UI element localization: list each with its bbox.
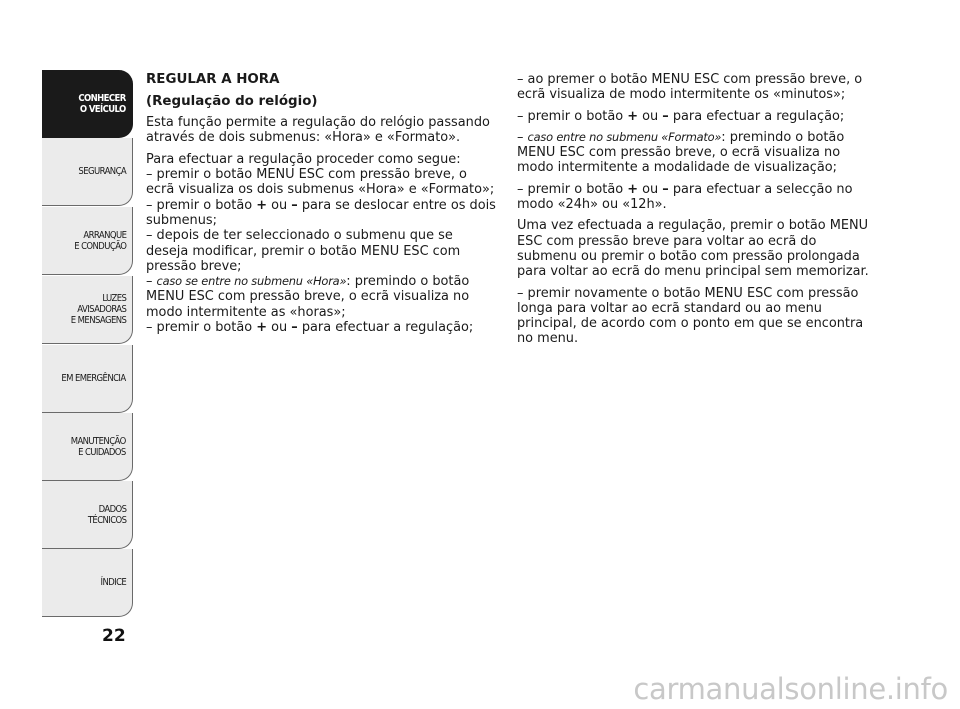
tab-arranque-e-conducao[interactable] (42, 207, 133, 275)
step-text: – premir o botão (146, 320, 257, 336)
section-subtitle: (Regulação do relógio) (146, 93, 318, 109)
step-text: – premir o botão (146, 197, 257, 213)
tab-em-emergencia[interactable] (42, 345, 133, 413)
step-navigate-submenus (146, 198, 498, 229)
step-return-standard: – premir novamente o botão MENU ESC com pressão longa para voltar ao ecrã standard ou ao menu principal, de acordo com o ponto em que se encontra no menu. (517, 285, 864, 347)
tab-seguranca[interactable] (42, 138, 133, 206)
section-title: REGULAR A HORA (146, 72, 280, 87)
step-text: para se deslocar entre os dois submenus; (146, 197, 496, 228)
step-emphasis: caso se entre no submenu «Hora» (156, 274, 347, 289)
step-minutes: – ao premer o botão MENU ESC com pressão breve, o ecrã visualiza de modo intermitente os «minutos»; (517, 72, 863, 103)
tab-luzes-avisadoras[interactable] (42, 276, 133, 344)
step-text: ou (638, 108, 663, 124)
tab-label: EM EMERGÊNCIA (61, 373, 126, 384)
step-menu-esc: – premir o botão MENU ESC com pressão breve, o ecrã visualiza os dois submenus «Hora» e «Formato»; (146, 167, 495, 198)
step-emphasis: caso entre no submenu «Formato» (527, 129, 722, 144)
tab-conhecer-o-veiculo[interactable] (42, 70, 133, 138)
step-submenu-formato (517, 130, 875, 176)
right-column (517, 72, 875, 353)
step-adjust-hour (146, 320, 498, 335)
tab-label: ARRANQUE E CONDUÇÃO (73, 229, 126, 252)
plus-symbol: + (627, 181, 639, 197)
step-text: – (146, 274, 157, 290)
step-submenu-hora (146, 274, 498, 320)
tab-indice[interactable] (42, 549, 133, 617)
tab-manutencao-e-cuidados[interactable] (42, 413, 133, 481)
page-number: 22 (102, 626, 126, 646)
step-adjust-minutes (517, 109, 875, 124)
step-select-submenu: – depois de ter seleccionado o submenu que se deseja modificar, premir o botão MENU ESC com pressão breve; (146, 228, 461, 274)
paragraph-intro: Esta função permite a regulação do relógio passando através de dois submenus: «Hora» e «Formato». (146, 115, 490, 146)
watermark: carmanualsonline.info (633, 672, 948, 706)
tab-label: ÍNDICE (100, 577, 126, 588)
step-text: – (517, 129, 528, 145)
plus-symbol: + (256, 197, 268, 213)
tab-label: MANUTENÇÃO E CUIDADOS (71, 435, 126, 458)
step-text: para efectuar a selecção no modo «24h» ou «12h». (517, 181, 853, 213)
minus-symbol: – (291, 197, 298, 213)
paragraph-procedure: Para efectuar a regulação proceder como segue: (146, 151, 461, 167)
minus-symbol: – (662, 181, 669, 197)
minus-symbol: – (291, 320, 298, 336)
step-text: – premir o botão (517, 108, 628, 124)
paragraph-after-regulation: Uma vez efectuada a regulação, premir o botão MENU ESC com pressão breve para voltar ao ecrã do submenu ou premir o botão com pressão prolongada para voltar ao ecrã do menu principal sem memorizar. (517, 218, 869, 280)
step-text: para efectuar a regulação; (668, 108, 845, 124)
tab-dados-tecnicos[interactable] (42, 481, 133, 549)
step-text: ou (267, 197, 292, 213)
tab-label: SEGURANÇA (78, 166, 126, 177)
step-text: – premir o botão (517, 181, 628, 197)
step-text: para efectuar a regulação; (297, 320, 474, 336)
plus-symbol: + (627, 108, 639, 124)
plus-symbol: + (256, 320, 268, 336)
left-column (146, 72, 498, 335)
tab-label: LUZES AVISADORAS E MENSAGENS (70, 293, 126, 326)
minus-symbol: – (662, 108, 669, 124)
step-text: : premindo o botão MENU ESC com pressão breve, o ecrã visualiza no modo intermitente as «horas»; (146, 274, 470, 320)
tab-label: CONHECER O VEÍCULO (78, 92, 126, 115)
tab-label: DADOS TÉCNICOS (87, 503, 126, 526)
step-select-format (517, 182, 875, 213)
step-text: ou (267, 320, 292, 336)
step-text: : premindo o botão MENU ESC com pressão breve, o ecrã visualiza no modo intermitente a modalidade de visualização; (517, 129, 845, 176)
step-text: ou (638, 181, 663, 197)
